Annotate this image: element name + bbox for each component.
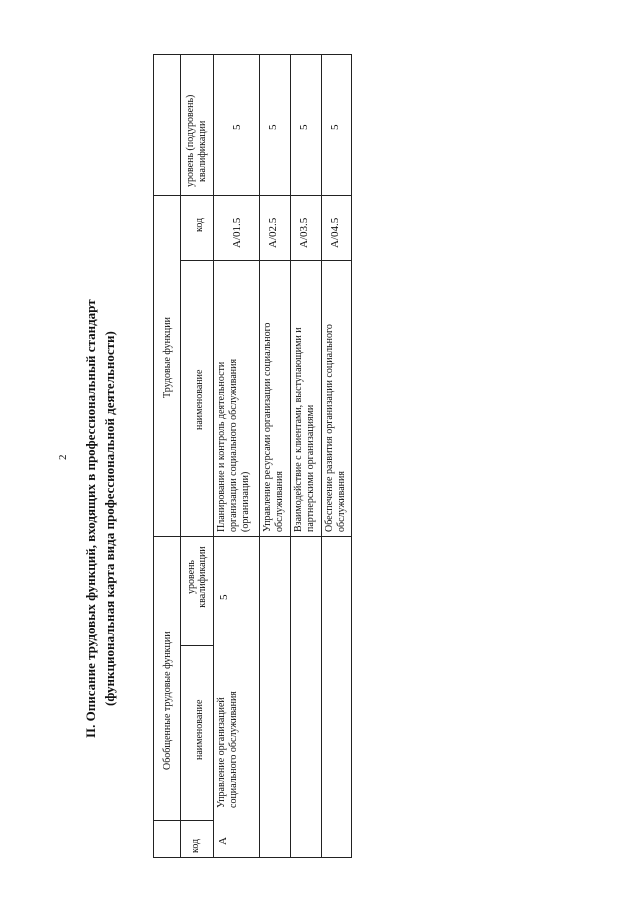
row-code: А/03.5: [298, 217, 310, 248]
row-code: А/02.5: [267, 217, 279, 248]
row-name-line2: обслуживания: [274, 471, 285, 532]
row-code: А/04.5: [329, 217, 341, 248]
col-code-header: код: [190, 838, 201, 853]
row-name-line1: Взаимодействие с клиентами, выступающими и: [293, 327, 304, 532]
page-subtitle: (функциональная карта вида профессиональной деятельности): [102, 331, 117, 706]
row-name-line2: организации социального обслуживания: [228, 358, 239, 532]
col-code2-header: код: [194, 217, 205, 232]
gen-name-line2: социального обслуживания: [228, 691, 239, 808]
row-level: 5: [267, 124, 279, 130]
row-level: 5: [298, 124, 310, 130]
page-number: 2: [57, 454, 69, 460]
col-level-header: [186, 542, 208, 612]
gen-level: 5: [218, 594, 230, 600]
row-name-line1: Управление ресурсами организации социального: [262, 322, 273, 532]
row-name-line2: партнерскими организациями: [305, 404, 316, 532]
col-sublevel-header: уровень (подуровень): [185, 94, 196, 187]
row-name-line2: обслуживания: [336, 471, 347, 532]
col-level-header-text: уровень квалификации: [186, 546, 208, 608]
row-name-line3: (организации): [240, 471, 251, 532]
col-sublevel-header-2: квалификации: [197, 120, 208, 182]
page-title: II. Описание трудовых функций, входящих в профессиональный стандарт: [83, 299, 98, 738]
col-name-header: наименование: [194, 699, 205, 760]
row-name-line1: Обеспечение развития организации социального: [324, 324, 335, 532]
group-labor-header: Трудовые функции: [162, 317, 173, 398]
gen-name-line1: Управление организацией: [216, 697, 227, 808]
col-name2-header: наименование: [194, 369, 205, 430]
gen-code: А: [217, 837, 229, 845]
row-level: 5: [329, 124, 341, 130]
row-level: 5: [231, 124, 243, 130]
row-name-line1: Планирование и контроль деятельности: [216, 361, 227, 532]
group-generalized-header: Обобщенные трудовые функции: [162, 631, 173, 770]
row-code: А/01.5: [231, 217, 243, 248]
